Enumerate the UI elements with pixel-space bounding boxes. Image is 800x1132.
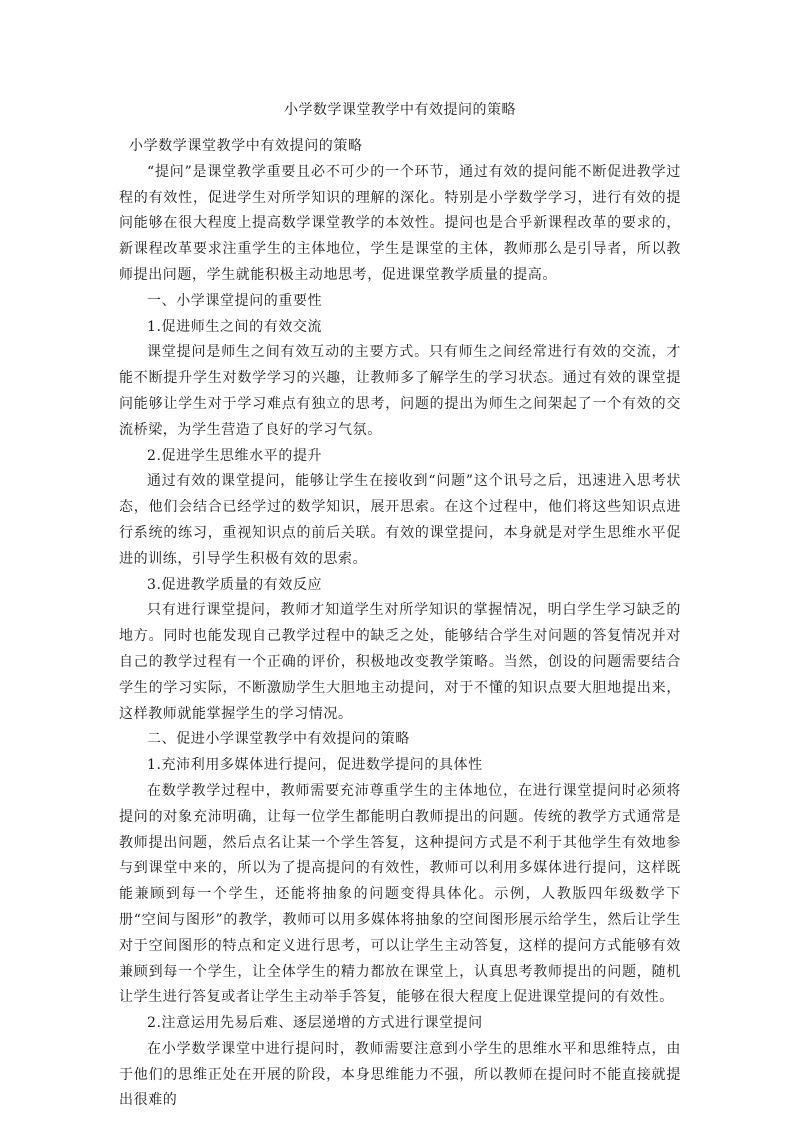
section-2-heading: 二、促进小学课堂教学中有效提问的策略 xyxy=(147,731,410,748)
section-1-heading: 一、小学课堂提问的重要性 xyxy=(147,292,323,309)
document-body xyxy=(119,134,681,1114)
section-2-item-2-body: 在小学数学课堂中进行提问时，教师需要注意到小学生的思维水平和思维特点，由于他们的思维正处在开展的阶段，本身思维能力不强，所以教师在提问时不能直接就提出很难的 xyxy=(119,1040,681,1109)
section-2-item-2-heading: 2.注意运用先易后难、逐层递增的方式进行课堂提问 xyxy=(147,1015,483,1032)
section-1-item-1-heading: 1.促进师生之间的有效交流 xyxy=(147,318,323,335)
section-1-item-3-heading: 3.促进教学质量的有效反应 xyxy=(147,576,323,593)
section-1-item-3-body: 只有进行课堂提问，教师才知道学生对所学知识的掌握情况，明白学生学习缺乏的地方。同时也能发现自己教学过程中的缺乏之处，能够结合学生对问题的答复情况并对自己的教学过程有一个正确的评价，积极地改变教学策略。当然，创设的问题需要结合学生的学习实际，不断激励学生大胆地主动提问，对于不懂的知识点要大胆地提出来，这样教师就能掌握学生的学习情况。 xyxy=(119,602,681,722)
section-2-item-1-heading: 1.充沛利用多媒体进行提问，促进数学提问的具体性 xyxy=(147,757,483,774)
section-1-item-2-heading: 2.促进学生思维水平的提升 xyxy=(147,447,323,464)
intro-paragraph: “提问”是课堂教学重要且必不可少的一个环节，通过有效的提问能不断促进教学过程的有效性，促进学生对所学知识的理解的深化。特别是小学数学学习，进行有效的提问能够在很大程度上提高数学课堂教学的本效性。提问也是合乎新课程改革的要求的，新课程改革要求注重学生的主体地位，学生是课堂的主体，教师那么是引导者，所以教师提出问题，学生就能积极主动地思考，促进课堂教学质量的提高。 xyxy=(119,163,681,283)
section-1-item-2-body: 通过有效的课堂提问，能够让学生在接收到“问题”这个讯号之后，迅速进入思考状态，他们会结合已经学过的数学知识，展开思索。在这个过程中，他们将这些知识点进行系统的练习，重视知识点的前后关联。有效的课堂提问，本身就是对学生思维水平促进的训练，引导学生积极有效的思索。 xyxy=(119,473,681,567)
section-1-item-1-body: 课堂提问是师生之间有效互动的主要方式。只有师生之间经常进行有效的交流，才能不断提升学生对数学学习的兴趣，让教师多了解学生的学习状态。通过有效的课堂提问能够让学生对于学习难点有独立的思考，问题的提出为师生之间架起了一个有效的交流桥梁，为学生营造了良好的学习气氛。 xyxy=(119,344,681,438)
document-subtitle: 小学数学课堂教学中有效提问的策略 xyxy=(129,138,363,154)
section-2-item-1-body: 在数学教学过程中，教师需要充沛尊重学生的主体地位，在进行课堂提问时必须将提问的对象充沛明确，让每一位学生都能明白教师提出的问题。传统的教学方式通常是教师提出问题，然后点名让某一个学生答复，这种提问方式是不利于其他学生有效地参与到课堂中来的，所以为了提高提问的有效性，教师可以利用多媒体进行提问，这样既能兼顾到每一个学生，还能将抽象的问题变得具体化。示例，人教版四年级数学下册“空间与图形”的教学，教师可以用多媒体将抽象的空间图形展示给学生，然后让学生对于空间图形的特点和定义进行思考，可以让学生主动答复，这样的提问方式能够有效兼顾到每一个学生，让全体学生的精力都放在课堂上，认真思考教师提出的问题，随机让学生进行答复或者让学生主动举手答复，能够在很大程度上促进课堂提问的有效性。 xyxy=(119,782,681,1006)
document-title: 小学数学课堂教学中有效提问的策略 xyxy=(284,102,516,118)
